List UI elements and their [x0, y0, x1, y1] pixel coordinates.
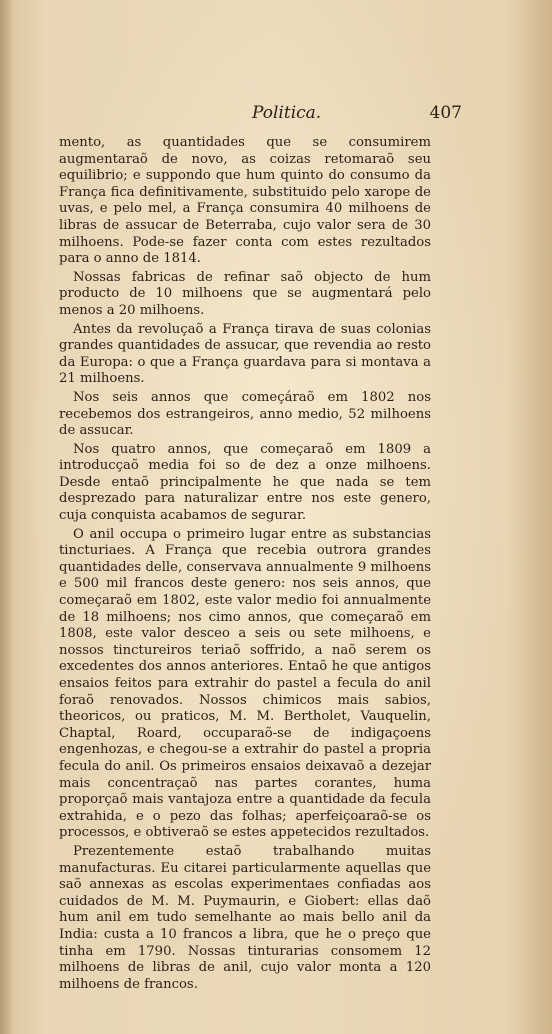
- paragraph: mento, as quantidades que se consumirem augmentaraõ de novo, as coizas retomaraõ seu equilibrio; e suppondo que hum quinto do consumo da França fica definitivamente, substituido pelo xarope de uvas, e pelo mel, a França consumira 40 milhoens de libras de assucar de Beterraba, cujo valor sera de 30 milhoens. Pode-se fazer conta com estes rezultados para o anno de 1814.: [59, 135, 431, 267]
- paragraph: Nos seis annos que começáraõ em 1802 nos recebemos dos estrangeiros, anno medio, 52 milhoens de assucar.: [59, 389, 431, 439]
- running-head: [0, 103, 552, 129]
- page-number: 407: [429, 103, 462, 123]
- paragraph: O anil occupa o primeiro lugar entre as substancias tincturiaes. A França que recebia outrora grandes quantidades delle, conservava annualmente 9 milhoens e 500 mil francos deste genero: nos seis annos, que começaraõ em 1802, este valor medio foi annualmente de 18 milhoens; nos cimo annos, que começaraõ em 1808, este valor desceo a seis ou sete milhoens, e nossos tinctureiros teriaõ soffrido, a naõ serem os excedentes dos annos anteriores. Entaõ he que antigos ensaios feitos para extrahir do pastel a fecula do anil foraõ renovados. Nossos chimicos mais sabios, theoricos, ou praticos, M. M. Bertholet, Vauquelin, Chaptal, Roard, occuparaõ-se de indigaçoens engenhozas, e chegou-se a extrahir do pastel a propria fecula do anil. Os primeiros ensaios deixavaõ a dezejar mais concentraçaõ nas partes corantes, huma proporçaõ mais vantajoza entre a quantidade da fecula extrahida, e o pezo das folhas; aperfeiçoaraõ-se os processos, e obtiveraõ se estes appetecidos rezultados.: [59, 526, 431, 841]
- running-title: Politica.: [252, 103, 322, 123]
- page-fold-shadow: [0, 0, 14, 1034]
- paragraph: Prezentemente estaõ trabalhando muitas manufacturas. Eu citarei particularmente aquellas que saõ annexas as escolas experimentaes confiadas aos cuidados de M. M. Puymaurin, e Giobert: ellas daõ hum anil em tudo semelhante ao mais bello anil da India: custa a 10 francos a libra, que he o preço que tinha em 1790. Nossas tinturarias consomem 12 milhoens de libras de anil, cujo valor monta a 120 milhoens de francos.: [59, 843, 431, 992]
- paragraph: Antes da revoluçaõ a França tirava de suas colonias grandes quantidades de assucar, que revendia ao resto da Europa: o que a França guardava para si montava a 21 milhoens.: [59, 321, 431, 387]
- paragraph: Nossas fabricas de refinar saõ objecto de hum producto de 10 milhoens que se augmentará pelo menos a 20 milhoens.: [59, 269, 431, 318]
- paragraph: Nos quatro annos, que começaraõ em 1809 a introducçaõ media foi so de dez a onze milhoens. Desde entaõ principalmente he que nada se tem desprezado para naturalizar entre nos este genero, cuja conquista acabamos de segurar.: [59, 441, 431, 524]
- body-text: [59, 135, 431, 995]
